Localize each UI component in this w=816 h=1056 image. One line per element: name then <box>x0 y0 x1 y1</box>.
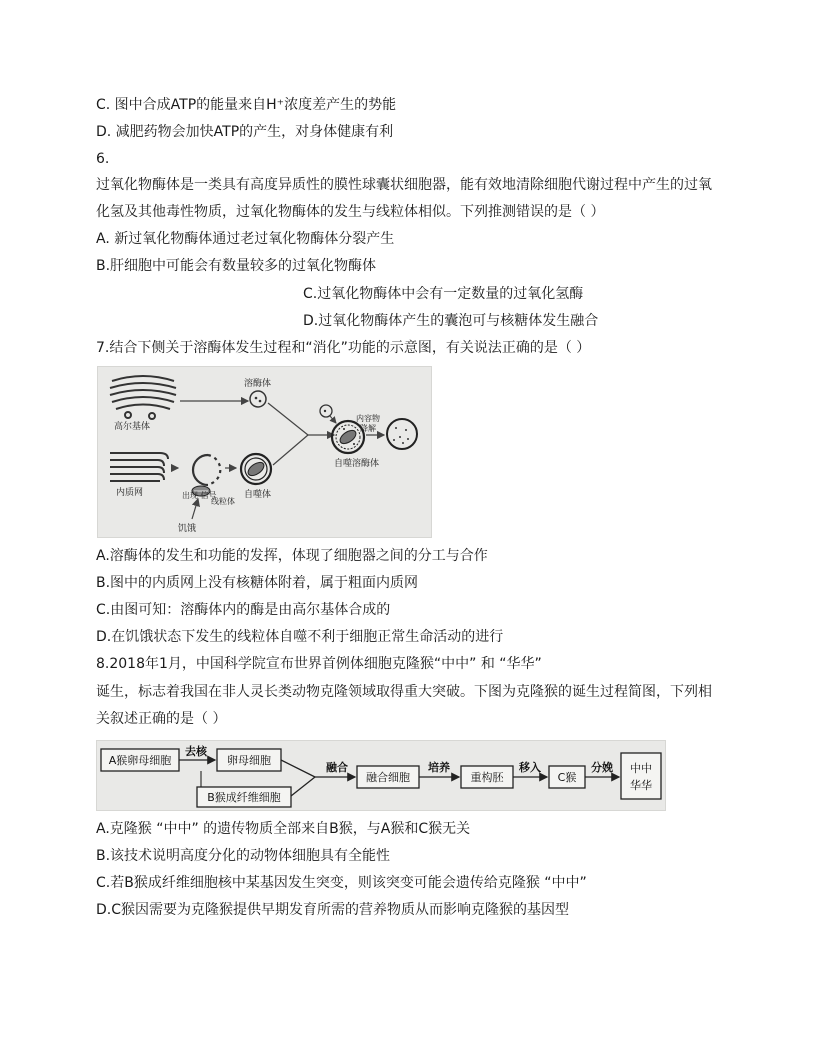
endoplasmic-reticulum-icon <box>110 453 168 481</box>
label-hunger: 饥饿 <box>178 524 197 534</box>
label-golgi: 高尔基体 <box>114 422 151 432</box>
label-degrade: 降解 <box>360 424 376 433</box>
lysosome-small-icon <box>320 405 332 417</box>
label-lysosome: 溶酶体 <box>244 379 272 389</box>
box-clones-label-1: 中中 <box>630 762 652 775</box>
q8-option-d: D.C猴因需要为克隆猴提供早期发育所需的营养物质从而影响克隆猴的基因型 <box>96 902 570 918</box>
label-signal: 出现 信号 <box>182 491 217 500</box>
label-contents: 内容物 <box>356 414 380 423</box>
box-reconstructed-embryo-label: 重构胚 <box>470 771 504 784</box>
q8-stem-line-3: 关叙述正确的是（ ） <box>96 711 227 727</box>
box-fused-cell-label: 融合细胞 <box>366 771 410 784</box>
box-oocyte-label: 卵母细胞 <box>227 754 271 767</box>
q5-option-c: C. 图中合成ATP的能量来自H⁺浓度差产生的势能 <box>96 97 397 113</box>
box-clones <box>621 753 661 799</box>
q8-option-a: A.克隆猴 “中中” 的遗传物质全部来自B猴，与A猴和C猴无关 <box>96 821 471 837</box>
q7-stem: 7.结合下侧关于溶酶体发生过程和“消化”功能的示意图，有关说法正确的是（ ） <box>96 340 591 356</box>
q7-option-d: D.在饥饿状态下发生的线粒体自噬不利于细胞正常生命活动的进行 <box>96 629 504 645</box>
q6-stem-line-1: 过氧化物酶体是一类具有高度异质性的膜性球囊状细胞器，能有效地清除细胞代谢过程中产生的过氧 <box>96 177 712 193</box>
lysosome-icon <box>250 391 266 407</box>
q6-option-d: D.过氧化物酶体产生的囊泡可与核糖体发生融合 <box>303 313 599 329</box>
q6-number: 6. <box>96 151 110 167</box>
q8-option-b: B.该技术说明高度分化的动物体细胞具有全能性 <box>96 848 391 864</box>
lysosome-diagram <box>97 366 432 538</box>
q8-stem-line-2: 诞生，标志着我国在非人灵长类动物克隆领域取得重大突破。下图为克隆猴的诞生过程简图，下列相 <box>96 684 712 700</box>
box-clones-label-2: 华华 <box>630 779 652 792</box>
q6-option-b: B.肝细胞中可能会有数量较多的过氧化物酶体 <box>96 258 377 274</box>
arrow-culture-label: 培养 <box>428 761 450 774</box>
phagophore-icon <box>193 455 220 485</box>
arrow-transfer-label: 移入 <box>519 761 541 774</box>
label-er: 内质网 <box>116 488 144 498</box>
q8-option-c: C.若B猴成纤维细胞核中某基因发生突变，则该突变可能会遗传给克隆猴 “中中” <box>96 875 587 891</box>
q6-option-a: A. 新过氧化物酶体通过老过氧化物酶体分裂产生 <box>96 231 395 247</box>
q7-option-a: A.溶酶体的发生和功能的发挥，体现了细胞器之间的分工与合作 <box>96 548 488 564</box>
q8-stem-line-1: 8.2018年1月，中国科学院宣布世界首例体细胞克隆猴“中中” 和 “华华” <box>96 656 542 672</box>
box-b-fibroblast-label: B猴成纤维细胞 <box>207 791 281 804</box>
q6-option-c: C.过氧化物酶体中会有一定数量的过氧化氢酶 <box>303 286 584 302</box>
autophagosome-icon <box>241 454 271 484</box>
degraded-vesicle-icon <box>387 419 417 449</box>
q5-option-d: D. 减肥药物会加快ATP的产生，对身体健康有利 <box>96 124 394 140</box>
arrow-enucleate-label: 去核 <box>185 745 207 758</box>
box-a-oocyte-label: A猴卵母细胞 <box>108 754 172 767</box>
label-mito: 线粒体 <box>211 497 235 506</box>
label-autolysosome: 自噬溶酶体 <box>334 459 380 469</box>
arrow-birth-label: 分娩 <box>591 761 613 774</box>
q6-stem-line-2: 化氢及其他毒性物质，过氧化物酶体的发生与线粒体相似。下列推测错误的是（ ） <box>96 204 605 220</box>
arrow-fuse-label: 融合 <box>326 761 348 774</box>
q7-option-c: C.由图可知：溶酶体内的酶是由高尔基体合成的 <box>96 602 391 618</box>
label-autophagosome: 自噬体 <box>244 490 272 500</box>
cloning-flow-diagram <box>96 740 666 811</box>
box-c-monkey-label: C猴 <box>557 771 577 784</box>
q7-option-b: B.图中的内质网上没有核糖体附着，属于粗面内质网 <box>96 575 419 591</box>
golgi-apparatus-icon <box>110 376 176 419</box>
